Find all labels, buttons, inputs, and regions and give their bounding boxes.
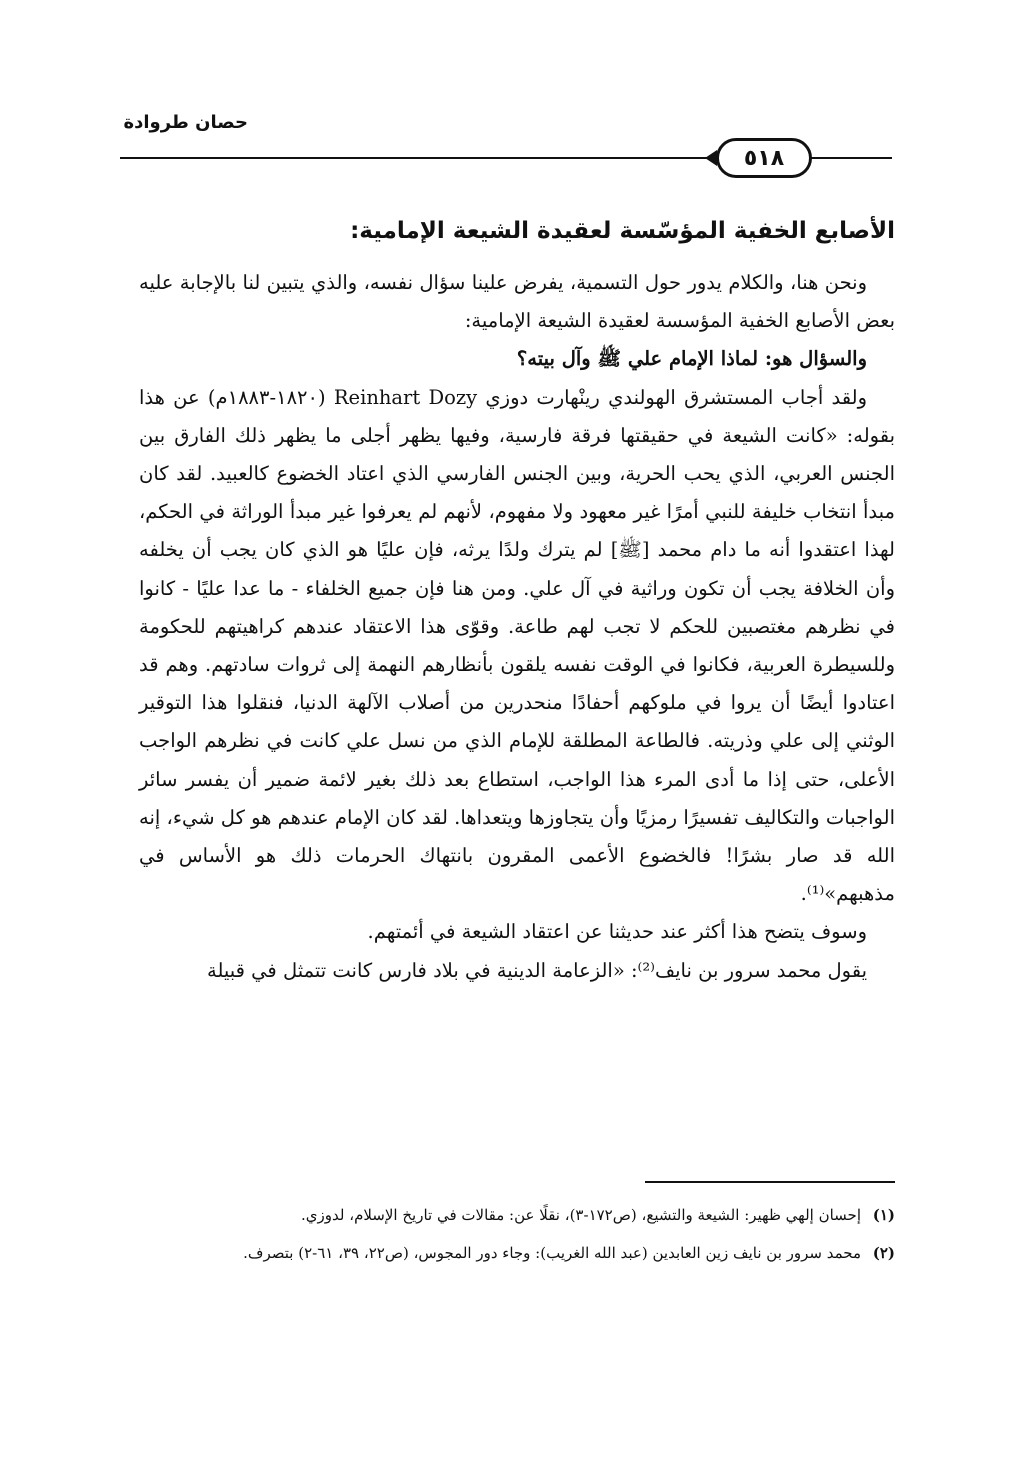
- footnote-text: محمد سرور بن نايف زين العابدين (عبد الله الغريب): وجاء دور المجوس، (ص٢٢، ٣٩، ٦١-٢) بتصرف.: [243, 1244, 861, 1262]
- paragraph-question: والسؤال هو: لماذا الإمام علي ﷺ وآل بيته؟: [516, 347, 867, 371]
- running-title: حصان طروادة: [123, 112, 248, 133]
- page-number-badge: [716, 138, 812, 178]
- paragraph-sorour-quote: يقول محمد سرور بن نايف⁽²⁾: «الزعامة الدينية في بلاد فارس كانت تتمثل في قبيلة: [206, 958, 867, 982]
- section-heading: الأصابع الخفية المؤسّسة لعقيدة الشيعة الإمامية:: [350, 218, 895, 244]
- badge-pointer-icon: [705, 150, 717, 166]
- footnote-marker: (٢): [872, 1244, 895, 1262]
- footnote-item: [139, 1238, 895, 1268]
- footnote-text: إحسان إلهي ظهير: الشيعة والتشيع، (ص١٧٢-٣)، نقلًا عن: مقالات في تاريخ الإسلام، لدوزي.: [301, 1206, 861, 1224]
- footnotes: [139, 1200, 895, 1276]
- paragraph-clarification: وسوف يتضح هذا أكثر عند حديثنا عن اعتقاد الشيعة في أئمتهم.: [367, 920, 867, 944]
- paragraph-dozy-quote: ولقد أجاب المستشرق الهولندي رينْهارت دوزي Reinhart Dozy (١٨٢٠-١٨٨٣م) عن هذا بقوله: «كانت الشيعة في حقيقتها فرقة فارسية، وفيها يظهر أجلى ما يظهر ذلك الفارق بين الجنس العربي، الذي يحب الحرية، وبين الجنس الفارسي الذي اعتاد الخضوع كالعبيد. لقد كان مبدأ انتخاب خليفة للنبي أمرًا غير معهود ولا مفهوم، لأنهم لم يعرفوا غير مبدأ الوراثة في الحكم، لهذا اعتقدوا أنه ما دام محمد [ﷺ] لم يترك ولدًا يرثه، فإن عليًا هو الذي كان يجب أن يخلفه وأن الخلافة يجب أن تكون وراثية في آل علي. ومن هنا فإن جميع الخلفاء - ما عدا عليًا - كانوا في نظرهم مغتصبين للحكم لا تجب لهم طاعة. وقوّى هذا الاعتقاد عندهم كراهيتهم للحكومة وللسيطرة العربية، فكانوا في الوقت نفسه يلقون بأنظارهم النهمة إلى ثروات سادتهم. وهم قد اعتادوا أيضًا أن يروا في ملوكهم أحفادًا منحدرين من أصلاب الآلهة الدنيا، فنقلوا هذا التوقير الوثني إلى علي وذريته. فالطاعة المطلقة للإمام الذي من نسل علي كانت في نظرهم الواجب الأعلى، حتى إذا ما أدى المرء هذا الواجب، استطاع بعد ذلك بغير لائمة ضمير أن يفسر سائر الواجبات والتكاليف تفسيرًا رمزيًا وأن يتجاوزها ويتعداها. لقد كان الإمام عندهم هو كل شيء، إنه الله قد صار بشرًا! فالخضوع الأعمى المقرون بانتهاك الحرمات ذلك هو الأساس في مذهبهم»⁽¹⁾.: [139, 385, 895, 906]
- footnote-marker: (١): [872, 1206, 895, 1224]
- footnote-separator: [645, 1181, 895, 1183]
- main-text: [139, 206, 895, 990]
- page-number: ٥١٨: [743, 145, 785, 171]
- paragraph-intro: ونحن هنا، والكلام يدور حول التسمية، يفرض علينا سؤال نفسه، والذي يتبين لنا بالإجابة عليه بعض الأصابع الخفية المؤسسة لعقيدة الشيعة الإمامية:: [139, 271, 895, 333]
- footnote-item: [139, 1200, 895, 1230]
